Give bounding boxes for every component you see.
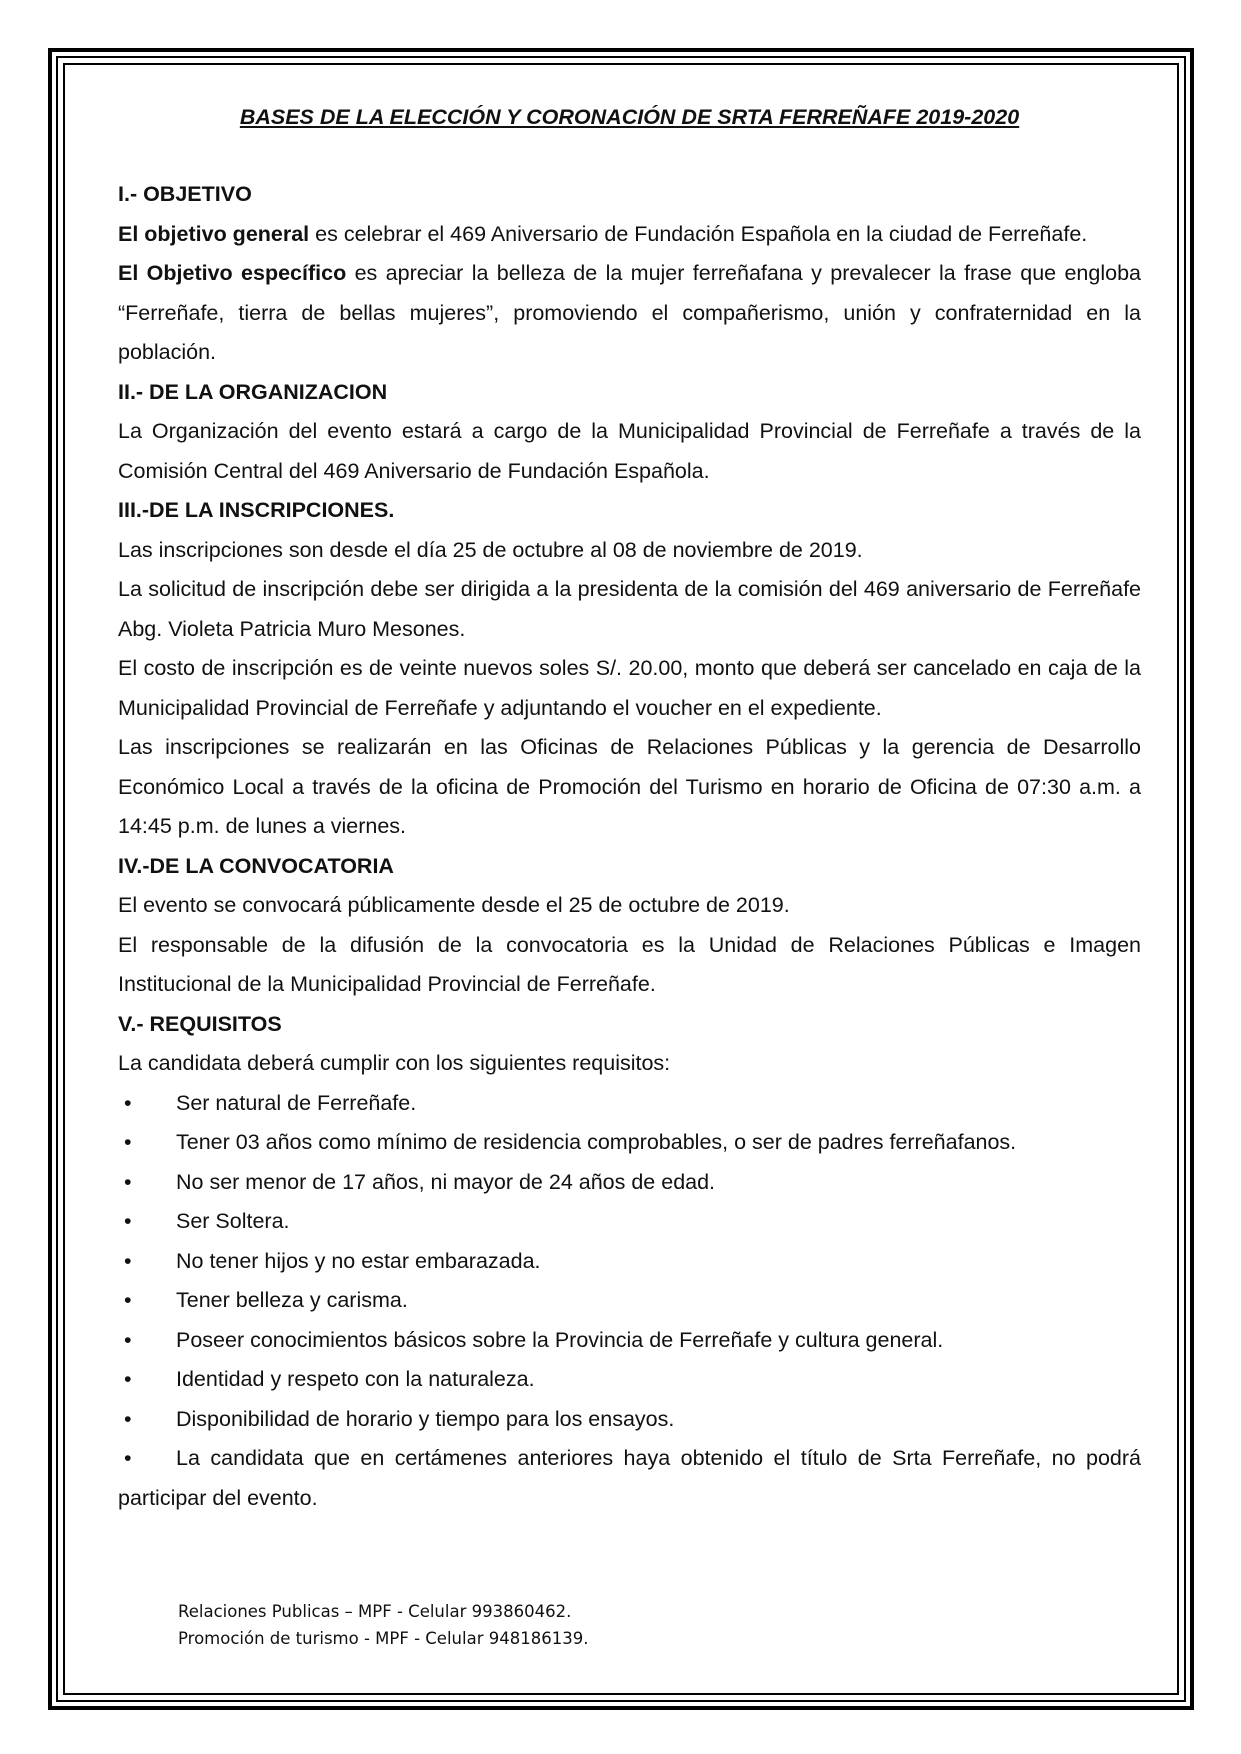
requisito-item: [118, 1360, 1141, 1400]
requisito-item: [118, 1242, 1141, 1282]
document-body: [118, 98, 1141, 1518]
requisito-item: [118, 1439, 1141, 1518]
inscripciones-paragraph-1: Las inscripciones son desde el día 25 de octubre al 08 de noviembre de 2019.: [118, 537, 863, 562]
bullet-icon: •: [124, 1446, 132, 1470]
bullet-icon: •: [124, 1248, 132, 1273]
footer-line-relaciones-publicas: Relaciones Publicas – MPF - Celular 993860462.: [178, 1602, 572, 1621]
section-heading-convocatoria: IV.-DE LA CONVOCATORIA: [118, 853, 394, 878]
bullet-icon: •: [124, 1169, 132, 1194]
bullet-icon: •: [124, 1130, 132, 1154]
objetivo-general-paragraph: [118, 215, 1141, 255]
bullet-icon: •: [124, 1090, 132, 1115]
bullet-icon: •: [124, 1367, 132, 1391]
inscripciones-paragraph-3: El costo de inscripción es de veinte nuevos soles S/. 20.00, monto que deberá ser cancelado en caja de la Municipalidad Provincial de Ferreñafe y adjuntando el voucher en el expediente.: [118, 656, 1141, 720]
contact-footer: [178, 1598, 588, 1652]
section-heading-objetivo: I.- OBJETIVO: [118, 182, 252, 206]
convocatoria-paragraph-2: El responsable de la difusión de la convocatoria es la Unidad de Relaciones Públicas e Imagen Institucional de la Municipalidad Provincial de Ferreñafe.: [118, 932, 1141, 996]
objetivo-especifico-paragraph: [118, 254, 1141, 373]
requisito-item: [118, 1321, 1141, 1361]
requisitos-list: [118, 1084, 1141, 1519]
objetivo-general-label: El objetivo general: [118, 221, 310, 246]
organizacion-paragraph: La Organización del evento estará a cargo de la Municipalidad Provincial de Ferreñafe a través de la Comisión Central del 469 Aniversario de Fundación Española.: [118, 419, 1141, 483]
requisito-item: [118, 1400, 1141, 1440]
document-title: BASES DE LA ELECCIÓN Y CORONACIÓN DE SRTA FERREÑAFE 2019-2020: [239, 105, 1020, 129]
requisito-text: No tener hijos y no estar embarazada.: [176, 1248, 541, 1273]
requisito-text: Poseer conocimientos básicos sobre la Provincia de Ferreñafe y cultura general.: [176, 1327, 944, 1352]
requisito-item: [118, 1281, 1141, 1321]
requisito-text: La candidata que en certámenes anteriores haya obtenido el título de Srta Ferreñafe, no podrá participar del evento.: [118, 1446, 1141, 1510]
objetivo-general-text: es celebrar el 469 Aniversario de Fundación Española en la ciudad de Ferreñafe.: [309, 221, 1088, 246]
requisito-text: Disponibilidad de horario y tiempo para los ensayos.: [176, 1406, 675, 1431]
requisito-item: [118, 1202, 1141, 1242]
objetivo-especifico-label: El Objetivo específico: [118, 261, 347, 285]
bullet-icon: •: [124, 1209, 132, 1233]
convocatoria-paragraph-1: El evento se convocará públicamente desde el 25 de octubre de 2019.: [118, 893, 790, 917]
objetivo-especifico-text: es apreciar la belleza de la mujer ferreñafana y prevalecer la frase que engloba “Ferreñafe, tierra de bellas mujeres”, promoviendo el compañerismo, unión y confraternidad en la población.: [118, 261, 1141, 364]
requisito-text: Tener 03 años como mínimo de residencia comprobables, o ser de padres ferreñafanos.: [176, 1130, 1017, 1154]
inscripciones-paragraph-4: Las inscripciones se realizarán en las Oficinas de Relaciones Públicas y la gerencia de Desarrollo Económico Local a través de la oficina de Promoción del Turismo en horario de Oficina de 07:30 a.m. a 14:45 p.m. de lunes a viernes.: [118, 735, 1141, 838]
requisito-item: [118, 1084, 1141, 1124]
section-heading-inscripciones: III.-DE LA INSCRIPCIONES.: [118, 498, 395, 522]
footer-line-promocion-turismo: Promoción de turismo - MPF - Celular 948186139.: [178, 1629, 589, 1648]
inscripciones-paragraph-2: La solicitud de inscripción debe ser dirigida a la presidenta de la comisión del 469 aniversario de Ferreñafe Abg. Violeta Patricia Muro Mesones.: [118, 577, 1141, 641]
bullet-icon: •: [124, 1406, 132, 1431]
section-heading-requisitos: V.- REQUISITOS: [118, 1011, 282, 1036]
requisitos-intro: La candidata deberá cumplir con los siguientes requisitos:: [118, 1051, 671, 1075]
requisito-item: [118, 1123, 1141, 1163]
requisito-text: No ser menor de 17 años, ni mayor de 24 años de edad.: [176, 1169, 716, 1194]
requisito-text: Ser Soltera.: [176, 1209, 290, 1233]
requisito-text: Identidad y respeto con la naturaleza.: [176, 1367, 535, 1391]
requisito-text: Ser natural de Ferreñafe.: [176, 1090, 417, 1115]
requisito-text: Tener belleza y carisma.: [176, 1288, 408, 1312]
bullet-icon: •: [124, 1327, 132, 1352]
bullet-icon: •: [124, 1288, 132, 1312]
section-heading-organizacion: II.- DE LA ORGANIZACION: [118, 379, 388, 404]
requisito-item: [118, 1163, 1141, 1203]
